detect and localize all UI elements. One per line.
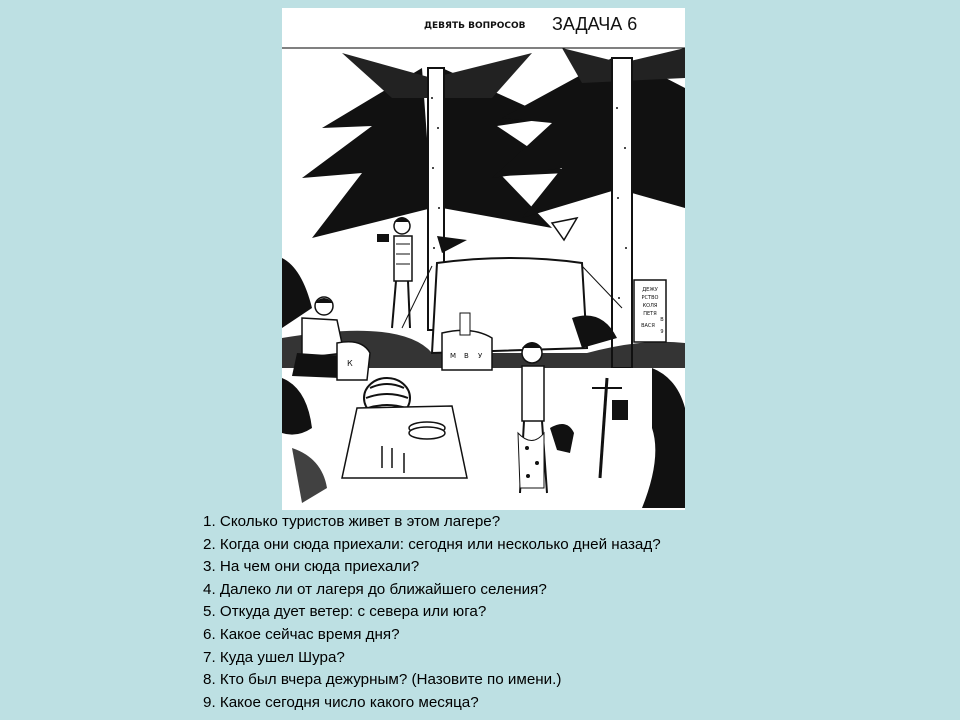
bag-letter: М	[450, 352, 457, 360]
question-item: 3. На чем они сюда приехали?	[203, 558, 420, 576]
bag-letter: К	[347, 359, 353, 368]
strip-title: ДЕВЯТЬ ВОПРОСОВ	[424, 21, 526, 31]
boy-with-camera	[377, 217, 412, 328]
question-item: 5. Откуда дует ветер: с севера или юга?	[203, 603, 487, 621]
question-item: 8. Кто был вчера дежурным? (Назовите по имени.)	[203, 671, 562, 689]
sign-line: ВАСЯ	[641, 323, 655, 329]
camp-illustration	[282, 8, 685, 510]
question-item: 6. Какое сейчас время дня?	[203, 625, 400, 643]
bag-letter: В	[464, 352, 469, 360]
sign-line: КОЛЯ	[642, 303, 658, 309]
kite	[552, 218, 577, 240]
blanket	[342, 406, 467, 478]
question-list	[203, 511, 943, 714]
question-item: 2. Когда они сюда приехали: сегодня или несколько дней назад?	[203, 535, 661, 553]
sign-line: РСТВО	[641, 295, 659, 301]
question-item: 1. Сколько туристов живет в этом лагере?	[203, 513, 501, 530]
pennant	[437, 236, 467, 253]
sign-line: ПЕТЯ	[643, 311, 657, 317]
sign-line: В	[660, 317, 664, 323]
camp-drawing	[282, 8, 685, 510]
question-item: 9. Какое сегодня число какого месяца?	[203, 693, 479, 711]
question-item: 7. Куда ушел Шура?	[203, 648, 345, 666]
question-item: 4. Далеко ли от лагеря до ближайшего селения?	[203, 580, 547, 598]
task-title: ЗАДАЧА 6	[552, 14, 638, 34]
duty-sign	[634, 280, 666, 342]
sign-line: 9	[660, 329, 664, 335]
bag-letter: У	[478, 352, 483, 360]
sign-line: ДЕЖУ	[642, 287, 658, 293]
bag-left	[337, 342, 370, 380]
